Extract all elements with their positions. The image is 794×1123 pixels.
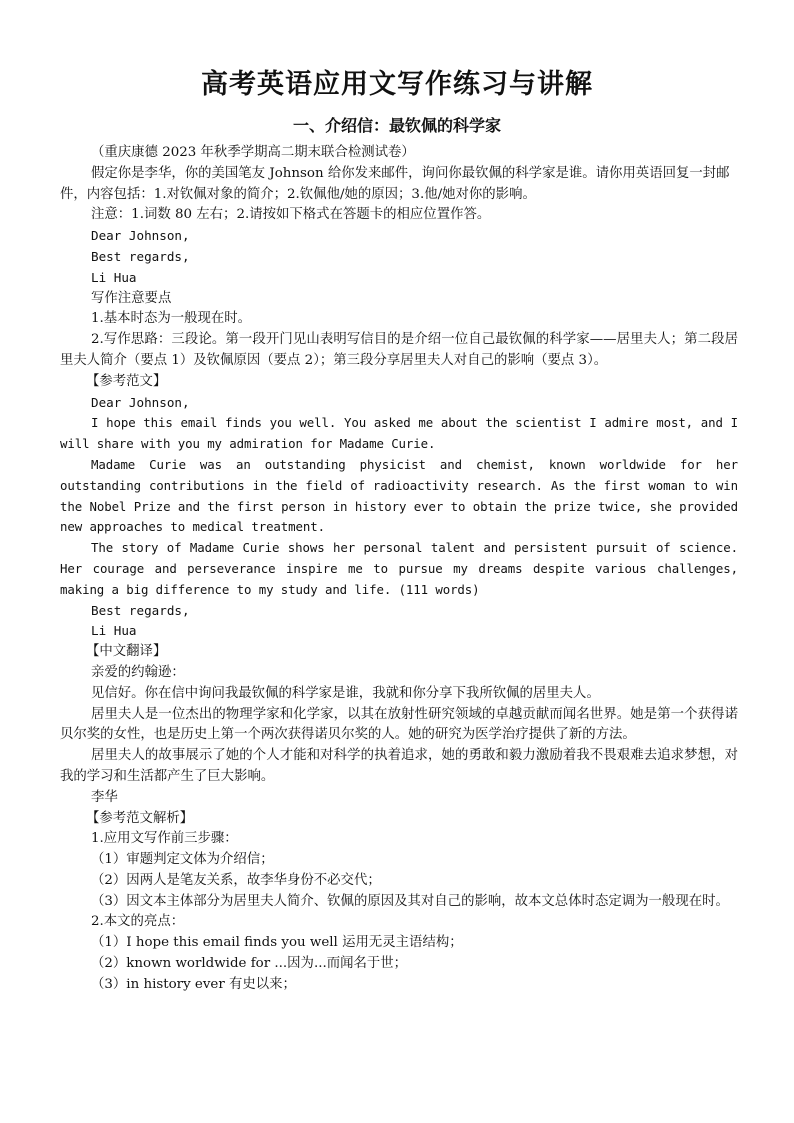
translation-signature: 李华: [91, 789, 118, 805]
sample-paragraph-1: I hope this email finds you well. You asked me about the scientist I admire most, and I will share with you my admiration for Madame Curie.: [60, 415, 738, 452]
format-closing: Best regards,: [91, 248, 190, 264]
translation-paragraph-2: 居里夫人是一位杰出的物理学家和化学家，以其在放射性研究领域的卓越贡献而闻名世界。她是第一个获得诺贝尔奖的女性，也是历史上第一个两次获得诺贝尔奖的人。她的研究为医学治疗提供了新的方法。: [60, 706, 738, 743]
section-title: 一、介绍信：最钦佩的科学家: [292, 116, 501, 135]
translation-paragraph-3: 居里夫人的故事展示了她的个人才能和对科学的执着追求，她的勇敢和毅力激励着我不畏艰难去追求梦想，对我的学习和生活都产生了巨大影响。: [60, 748, 738, 784]
task-note: 注意：1.词数 80 左右；2.请按如下格式在答题卡的相应位置作答。: [91, 207, 491, 223]
sample-closing: Best regards,: [91, 602, 190, 618]
sample-paragraph-3: The story of Madame Curie shows her personal talent and persistent pursuit of science. Her courage and perseverance inspire me to pursue my dreams despite various challenges, making a big difference to my study and life. (111 words): [60, 540, 738, 597]
analysis-item-1-2: （2）因两人是笔友关系，故李华身份不必交代；: [91, 872, 381, 888]
tips-heading: 写作注意要点: [91, 290, 172, 306]
translation-greeting: 亲爱的约翰逊：: [91, 664, 185, 680]
sample-heading: 【参考范文】: [86, 373, 167, 389]
task-prompt: 假定你是李华，你的美国笔友 Johnson 给你发来邮件，询问你最钦佩的科学家是谁。请你用英语回复一封邮件，内容包括：1.对钦佩对象的简介；2.钦佩他/她的原因；3.他/她对你的影响。: [60, 165, 730, 202]
analysis-item-2-1: （1）I hope this email finds you well 运用无灵主语结构；: [91, 935, 463, 951]
analysis-item-1: 1.应用文写作前三步骤：: [91, 831, 238, 847]
format-greeting: Dear Johnson,: [91, 228, 190, 244]
translation-paragraph-1: 见信好。你在信中询问我最钦佩的科学家是谁，我就和你分享下我所钦佩的居里夫人。: [91, 685, 600, 701]
analysis-item-2-3: （3）in history ever 有史以来；: [91, 976, 296, 992]
tip-2: 2.写作思路：三段论。第一段开门见山表明写信目的是介绍一位自己最钦佩的科学家——居里夫人；第二段居里夫人简介（要点 1）及钦佩原因（要点 2）；第三段分享居里夫人对自己的影响（要点 3）。: [60, 332, 738, 368]
translation-heading: 【中文翻译】: [86, 644, 167, 660]
document-body: [60, 143, 738, 996]
exam-source: （重庆康德 2023 年秋季学期高二期末联合检测试卷）: [91, 145, 415, 160]
sample-greeting: Dear Johnson,: [91, 394, 190, 410]
analysis-heading: 【参考范文解析】: [86, 810, 194, 826]
sample-signature: Li Hua: [91, 623, 137, 639]
page-title: 高考英语应用文写作练习与讲解: [201, 69, 593, 100]
sample-paragraph-2: Madame Curie was an outstanding physicist and chemist, known worldwide for her outstanding contributions in the field of radioactivity research. As the first woman to win the Nobel Prize and the first person in history ever to obtain the prize twice, she provided new approaches to medical treatment.: [60, 456, 738, 535]
format-signature: Li Hua: [91, 269, 137, 285]
analysis-item-1-3: （3）因文本主体部分为居里夫人简介、钦佩的原因及其对自己的影响，故本文总体时态定调为一般现在时。: [91, 893, 729, 909]
analysis-item-1-1: （1）审题判定文体为介绍信；: [91, 852, 274, 868]
tip-1: 1.基本时态为一般现在时。: [91, 311, 252, 327]
analysis-item-2: 2.本文的亮点：: [91, 914, 185, 930]
analysis-item-2-2: （2）known worldwide for ...因为...而闻名于世；: [91, 956, 408, 972]
